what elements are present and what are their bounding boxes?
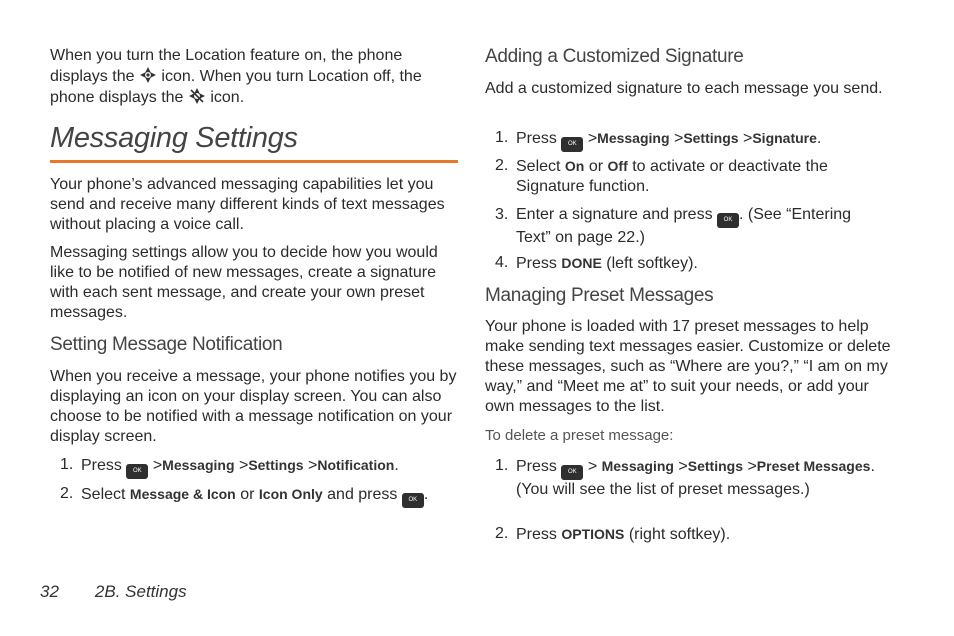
menu-item-messaging: Messaging (597, 130, 670, 146)
step-number: 1. (495, 129, 509, 146)
softkey-options: OPTIONS (561, 526, 625, 542)
menu-item-settings: Settings (248, 457, 304, 473)
menu-item-preset-messages: Preset Messages (756, 458, 871, 474)
left-para-2: Messaging settings allow you to decide how you would like to be notified of new messages, create a signature with each sent message, and create your own preset messages. (50, 244, 438, 321)
step-text: Press (516, 526, 557, 543)
signature-step-1 (495, 128, 885, 152)
step-number: 3. (495, 206, 509, 223)
step-number: 2. (495, 525, 509, 542)
step-number: 1. (60, 456, 74, 473)
step-text: and press (327, 486, 398, 503)
step-number: 1. (495, 457, 509, 474)
location-off-icon (188, 87, 206, 105)
preset-step-2 (495, 524, 885, 545)
menu-separator: > (308, 457, 318, 474)
title-rule (50, 160, 458, 163)
left-para-1: Your phone’s advanced messaging capabilities let you send and receive many different kinds of text messages without placing a voice call. (50, 176, 445, 233)
menu-separator: > (678, 458, 688, 475)
signature-step-3 (495, 205, 885, 248)
intro-text-2: icon. When you turn Location off, the phone displays the (50, 68, 422, 106)
menu-item-signature: Signature (752, 130, 817, 146)
ok-key-icon: OK (561, 465, 583, 480)
menu-separator: > (587, 130, 598, 147)
step-number: 4. (495, 254, 509, 271)
ok-key-icon: OK (717, 213, 739, 228)
step-text: (right softkey). (628, 526, 731, 543)
menu-item-settings: Settings (683, 130, 739, 146)
step-text: Press (516, 130, 557, 147)
ok-key-icon: OK (126, 464, 148, 479)
preset-step-1 (495, 456, 885, 500)
section-title-signature: Adding a Customized Signature (485, 46, 744, 67)
ok-key-icon: OK (402, 493, 424, 508)
option-icon-only: Icon Only (258, 486, 323, 502)
intro-text-3: icon. (210, 89, 245, 106)
menu-item-messaging: Messaging (601, 458, 674, 474)
step-text: (left softkey). (606, 255, 698, 272)
step-text: . (You will see the list of preset messages.) (516, 458, 875, 498)
step-text: . (See “Entering Text” on page 22.) (516, 206, 852, 246)
step-end: . (423, 486, 429, 503)
location-on-icon (139, 66, 157, 84)
step-number: 2. (60, 485, 74, 502)
section-label: 2B. Settings (94, 582, 187, 601)
signature-para: Add a customized signature to each message you send. (485, 80, 883, 97)
notification-para: When you receive a message, your phone notifies you by displaying an icon on your display screen. You can also choose to be notified with a message notification on your display screen. (50, 368, 457, 445)
step-text: Enter a signature and press (516, 206, 713, 223)
intro-text-1: When you turn the Location feature on, the phone displays the (50, 47, 403, 85)
step-end: . (394, 457, 399, 474)
menu-separator: > (238, 457, 249, 474)
notification-step-1 (60, 455, 450, 479)
step-end: . (816, 130, 822, 147)
option-message-and-icon: Message & Icon (129, 486, 236, 502)
menu-separator: > (673, 130, 684, 147)
section-title-preset: Managing Preset Messages (485, 285, 714, 306)
ok-key-icon: OK (561, 137, 583, 152)
step-number: 2. (495, 157, 509, 174)
signature-step-2 (495, 156, 885, 197)
page-title: Messaging Settings (50, 122, 298, 154)
step-text: Select (81, 486, 126, 503)
preset-para: Your phone is loaded with 17 preset messages to help make sending text messages easier. Customize or delete these messages, such as “Where are you?,” “I am on my way,” and “Meet me at” to suit your needs, or add your own messages to the list. (485, 318, 891, 415)
menu-item-messaging: Messaging (162, 457, 235, 473)
intro-paragraph (50, 46, 450, 108)
notification-step-2 (60, 484, 450, 508)
page-footer (40, 582, 223, 602)
step-text: or (588, 158, 604, 175)
menu-item-settings: Settings (687, 458, 743, 474)
option-on: On (564, 158, 585, 174)
step-text: to activate or deactivate the Signature function. (516, 158, 828, 195)
menu-separator: > (743, 130, 753, 147)
menu-separator: > (747, 458, 757, 475)
step-text: or (240, 486, 255, 503)
step-text: Select (516, 158, 561, 175)
page-number: 32 (40, 582, 59, 601)
menu-separator: > (152, 457, 163, 474)
step-text: Press (516, 458, 557, 475)
section-title-notification: Setting Message Notification (50, 334, 283, 355)
menu-separator: > (587, 458, 598, 475)
signature-step-4 (495, 253, 885, 274)
step-text: Press (81, 457, 122, 474)
preset-lead: To delete a preset message: (485, 427, 674, 444)
option-off: Off (607, 158, 628, 174)
softkey-done: DONE (561, 255, 602, 271)
step-text: Press (516, 255, 557, 272)
menu-item-notification: Notification (317, 457, 395, 473)
